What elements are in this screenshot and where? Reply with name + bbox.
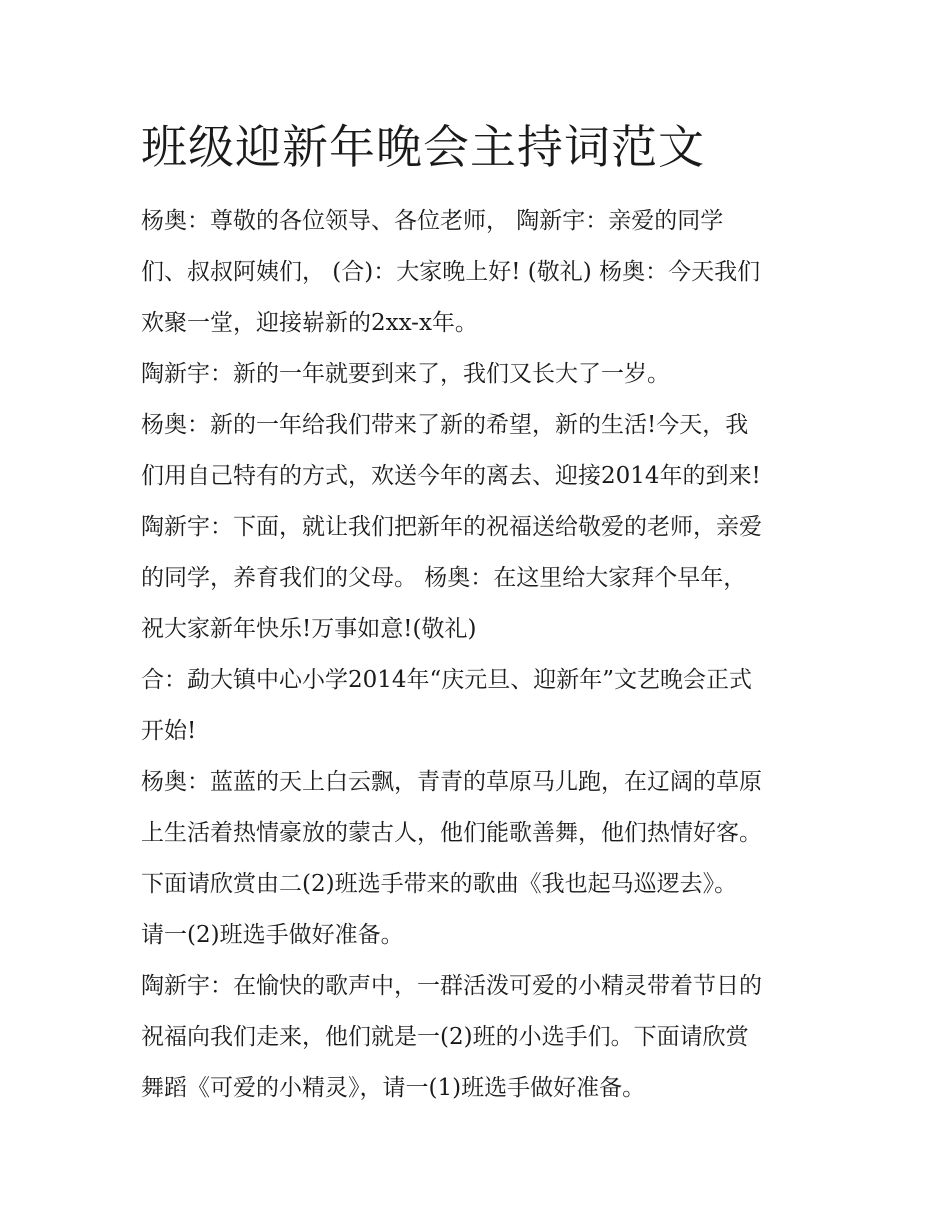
document-body	[141, 112, 821, 1114]
text-line: 杨奥：蓝蓝的天上白云飘，青青的草原马儿跑，在辽阔的草原	[141, 769, 762, 795]
text-line: 上生活着热情豪放的蒙古人，他们能歌善舞，他们热情好客。	[141, 820, 762, 846]
text-line: 杨奥：新的一年给我们带来了新的希望，新的生活!今天，我	[141, 412, 749, 438]
text-line: 下面请欣赏由二(2)班选手带来的歌曲《我也起马巡逻去》。	[141, 871, 738, 897]
document-title: 班级迎新年晚会主持词范文	[141, 120, 705, 174]
text-line: 的同学，养育我们的父母。 杨奥：在这里给大家拜个早年，	[141, 565, 747, 591]
text-line: 杨奥：尊敬的各位领导、各位老师， 陶新宇：亲爱的同学	[141, 208, 724, 234]
text-line: 陶新宇：新的一年就要到来了，我们又长大了一岁。	[141, 361, 670, 387]
text-line: 请一(2)班选手做好准备。	[141, 922, 404, 948]
text-line: 祝大家新年快乐!万事如意!(敬礼)	[141, 616, 477, 642]
text-line: 合：勐大镇中心小学2014年“庆元旦、迎新年”文艺晚会正式	[141, 667, 753, 693]
text-line: 祝福向我们走来，他们就是一(2)班的小选手们。下面请欣赏	[141, 1024, 749, 1050]
text-line: 舞蹈《可爱的小精灵》，请一(1)班选手做好准备。	[141, 1075, 646, 1101]
text-line: 开始!	[141, 718, 197, 744]
text-line: 欢聚一堂，迎接崭新的2xx-x年。	[141, 310, 478, 336]
text-line: 陶新宇：在愉快的歌声中，一群活泼可爱的小精灵带着节日的	[141, 973, 762, 999]
text-line: 陶新宇：下面，就让我们把新年的祝福送给敬爱的老师，亲爱	[141, 514, 762, 540]
text-line: 们、叔叔阿姨们， (合)：大家晚上好! (敬礼) 杨奥：今天我们	[141, 259, 761, 285]
document-text	[141, 196, 821, 1114]
text-line: 们用自己特有的方式，欢送今年的离去、迎接2014年的到来!	[141, 463, 761, 489]
